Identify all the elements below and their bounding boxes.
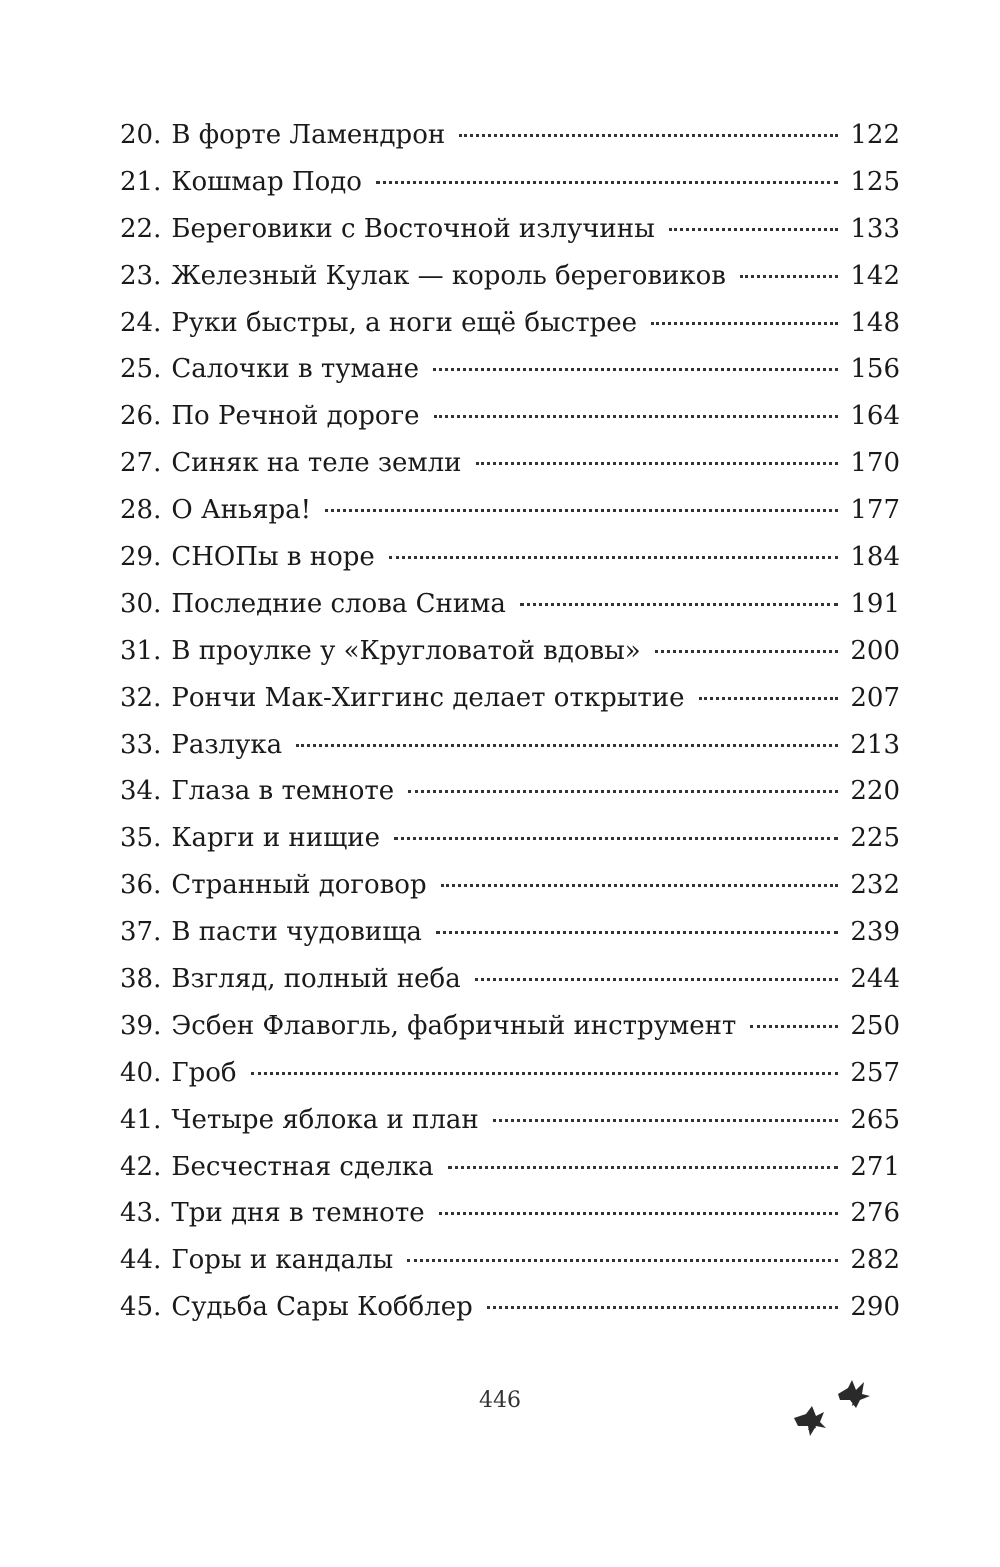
dot-leader: [436, 931, 838, 934]
toc-entry: [120, 112, 900, 159]
chapter-page-number: 271: [850, 1151, 900, 1182]
chapter-number: 28.: [120, 495, 162, 526]
chapter-number: 38.: [120, 964, 162, 995]
chapter-number: 34.: [120, 776, 162, 807]
chapter-number: 39.: [120, 1010, 162, 1041]
chapter-title: Глаза в темноте: [171, 776, 395, 807]
dot-leader: [407, 1259, 838, 1262]
toc-entry: [120, 956, 900, 1003]
toc-entry: [120, 487, 900, 534]
chapter-title: СНОПы в норе: [171, 542, 375, 573]
chapter-number: 24.: [120, 307, 162, 338]
dot-leader: [325, 509, 838, 512]
chapter-title: Рончи Мак-Хиггинс делает открытие: [171, 682, 685, 713]
chapter-number: 42.: [120, 1151, 162, 1182]
toc-entry: [120, 815, 900, 862]
toc-entry: [120, 346, 900, 393]
chapter-page-number: 156: [850, 354, 900, 385]
dot-leader: [475, 978, 839, 981]
dot-leader: [296, 744, 838, 747]
chapter-title: Карги и нищие: [171, 823, 380, 854]
chapter-number: 33.: [120, 729, 162, 760]
dot-leader: [487, 1306, 839, 1309]
chapter-title: В форте Ламендрон: [171, 120, 446, 150]
dot-leader: [655, 650, 839, 653]
dot-leader: [434, 415, 839, 418]
chapter-page-number: 282: [850, 1245, 900, 1276]
chapter-page-number: 239: [850, 917, 900, 948]
dot-leader: [476, 462, 839, 465]
chapter-number: 43.: [120, 1198, 162, 1229]
toc-entry: [120, 1144, 900, 1191]
toc-entry: [120, 300, 900, 347]
chapter-title: Судьба Сары Кобблер: [171, 1292, 473, 1323]
toc-entry: [120, 1097, 900, 1144]
dot-leader: [520, 603, 838, 606]
chapter-title: Три дня в темноте: [171, 1198, 425, 1229]
toc-entry: [120, 628, 900, 675]
dot-leader: [376, 181, 838, 184]
chapter-title: Последние слова Снима: [171, 588, 506, 619]
chapter-title: Горы и кандалы: [171, 1245, 394, 1276]
chapter-number: 36.: [120, 870, 162, 901]
chapter-number: 40.: [120, 1057, 162, 1088]
chapter-page-number: 276: [850, 1198, 900, 1229]
toc-entry: [120, 862, 900, 909]
chapter-title: Бесчестная сделка: [171, 1151, 434, 1182]
dot-leader: [439, 1212, 839, 1215]
dot-leader: [251, 1072, 839, 1075]
chapter-number: 41.: [120, 1104, 162, 1135]
chapter-title: Гроб: [171, 1057, 237, 1088]
chapter-page-number: 133: [850, 213, 900, 244]
toc-entry: [120, 253, 900, 300]
chapter-page-number: 142: [850, 260, 900, 291]
chapter-title: Взгляд, полный неба: [171, 964, 461, 995]
chapter-page-number: 257: [850, 1057, 900, 1088]
dot-leader: [394, 837, 838, 840]
toc-entry: [120, 909, 900, 956]
chapter-title: Руки быстры, а ноги ещё быстрее: [171, 307, 638, 338]
toc-entry: [120, 1237, 900, 1284]
toc-entry: [120, 1284, 900, 1331]
chapter-number: 29.: [120, 542, 162, 573]
chapter-number: 45.: [120, 1292, 162, 1323]
toc-entry: [120, 768, 900, 815]
toc-entry: [120, 1003, 900, 1050]
chapter-number: 31.: [120, 635, 162, 666]
chapter-title: О Аньяра!: [171, 495, 312, 526]
chapter-number: 37.: [120, 917, 162, 948]
chapter-title: Железный Кулак — король береговиков: [171, 260, 726, 291]
chapter-title: В пасти чудовища: [171, 917, 422, 948]
toc-entry: [120, 675, 900, 722]
chapter-number: 20.: [120, 120, 162, 150]
chapter-title: Разлука: [171, 729, 283, 760]
toc-entry: [120, 393, 900, 440]
chapter-title: Салочки в тумане: [171, 354, 419, 385]
chapter-page-number: 250: [850, 1010, 900, 1041]
chapter-number: 30.: [120, 588, 162, 619]
toc-entry: [120, 534, 900, 581]
chapter-page-number: 170: [850, 448, 900, 479]
chapter-page-number: 213: [850, 729, 900, 760]
toc-entry: [120, 1190, 900, 1237]
page-number: 446: [479, 1388, 521, 1413]
dot-leader: [651, 322, 838, 325]
toc-entry: [120, 440, 900, 487]
chapter-title: Кошмар Подо: [171, 166, 362, 197]
chapter-number: 32.: [120, 682, 162, 713]
chapter-page-number: 177: [850, 495, 900, 526]
toc-entry: [120, 206, 900, 253]
chapter-page-number: 122: [850, 120, 900, 150]
toc-entry: [120, 159, 900, 206]
toc-entry: [120, 1050, 900, 1097]
dot-leader: [459, 134, 838, 137]
chapter-page-number: 232: [850, 870, 900, 901]
chapter-page-number: 207: [850, 682, 900, 713]
chapter-title: Береговики с Восточной излучины: [171, 213, 655, 244]
chapter-number: 23.: [120, 260, 162, 291]
dot-leader: [433, 368, 838, 371]
chapter-page-number: 220: [850, 776, 900, 807]
chapter-number: 21.: [120, 166, 162, 197]
chapter-number: 44.: [120, 1245, 162, 1276]
chapter-page-number: 148: [850, 307, 900, 338]
chapter-page-number: 184: [850, 542, 900, 573]
chapter-page-number: 290: [850, 1292, 900, 1323]
table-of-contents: [120, 112, 900, 1331]
chapter-page-number: 225: [850, 823, 900, 854]
chapter-page-number: 125: [850, 166, 900, 197]
toc-entry: [120, 722, 900, 769]
chapter-number: 22.: [120, 213, 162, 244]
dot-leader: [408, 790, 838, 793]
chapter-number: 35.: [120, 823, 162, 854]
chapter-page-number: 191: [850, 588, 900, 619]
dot-leader: [493, 1119, 839, 1122]
chapter-title: Четыре яблока и план: [171, 1104, 479, 1135]
chapter-number: 25.: [120, 354, 162, 385]
chapter-title: В проулке у «Кругловатой вдовы»: [171, 635, 641, 666]
chapter-title: По Речной дороге: [171, 401, 420, 432]
chapter-number: 27.: [120, 448, 162, 479]
dot-leader: [389, 556, 839, 559]
dot-leader: [740, 275, 838, 278]
dot-leader: [669, 228, 839, 231]
chapter-title: Странный договор: [171, 870, 427, 901]
chapter-title: Синяк на теле земли: [171, 448, 462, 479]
chapter-page-number: 265: [850, 1104, 900, 1135]
chapter-number: 26.: [120, 401, 162, 432]
dot-leader: [441, 884, 839, 887]
chapter-page-number: 164: [850, 401, 900, 432]
chapter-page-number: 200: [850, 635, 900, 666]
toc-entry: [120, 581, 900, 628]
dot-leader: [448, 1166, 839, 1169]
flying-birds-icon: [786, 1376, 876, 1446]
chapter-title: Эсбен Флавогль, фабричный инструмент: [171, 1010, 737, 1041]
dot-leader: [699, 697, 839, 700]
chapter-page-number: 244: [850, 964, 900, 995]
dot-leader: [750, 1025, 838, 1028]
